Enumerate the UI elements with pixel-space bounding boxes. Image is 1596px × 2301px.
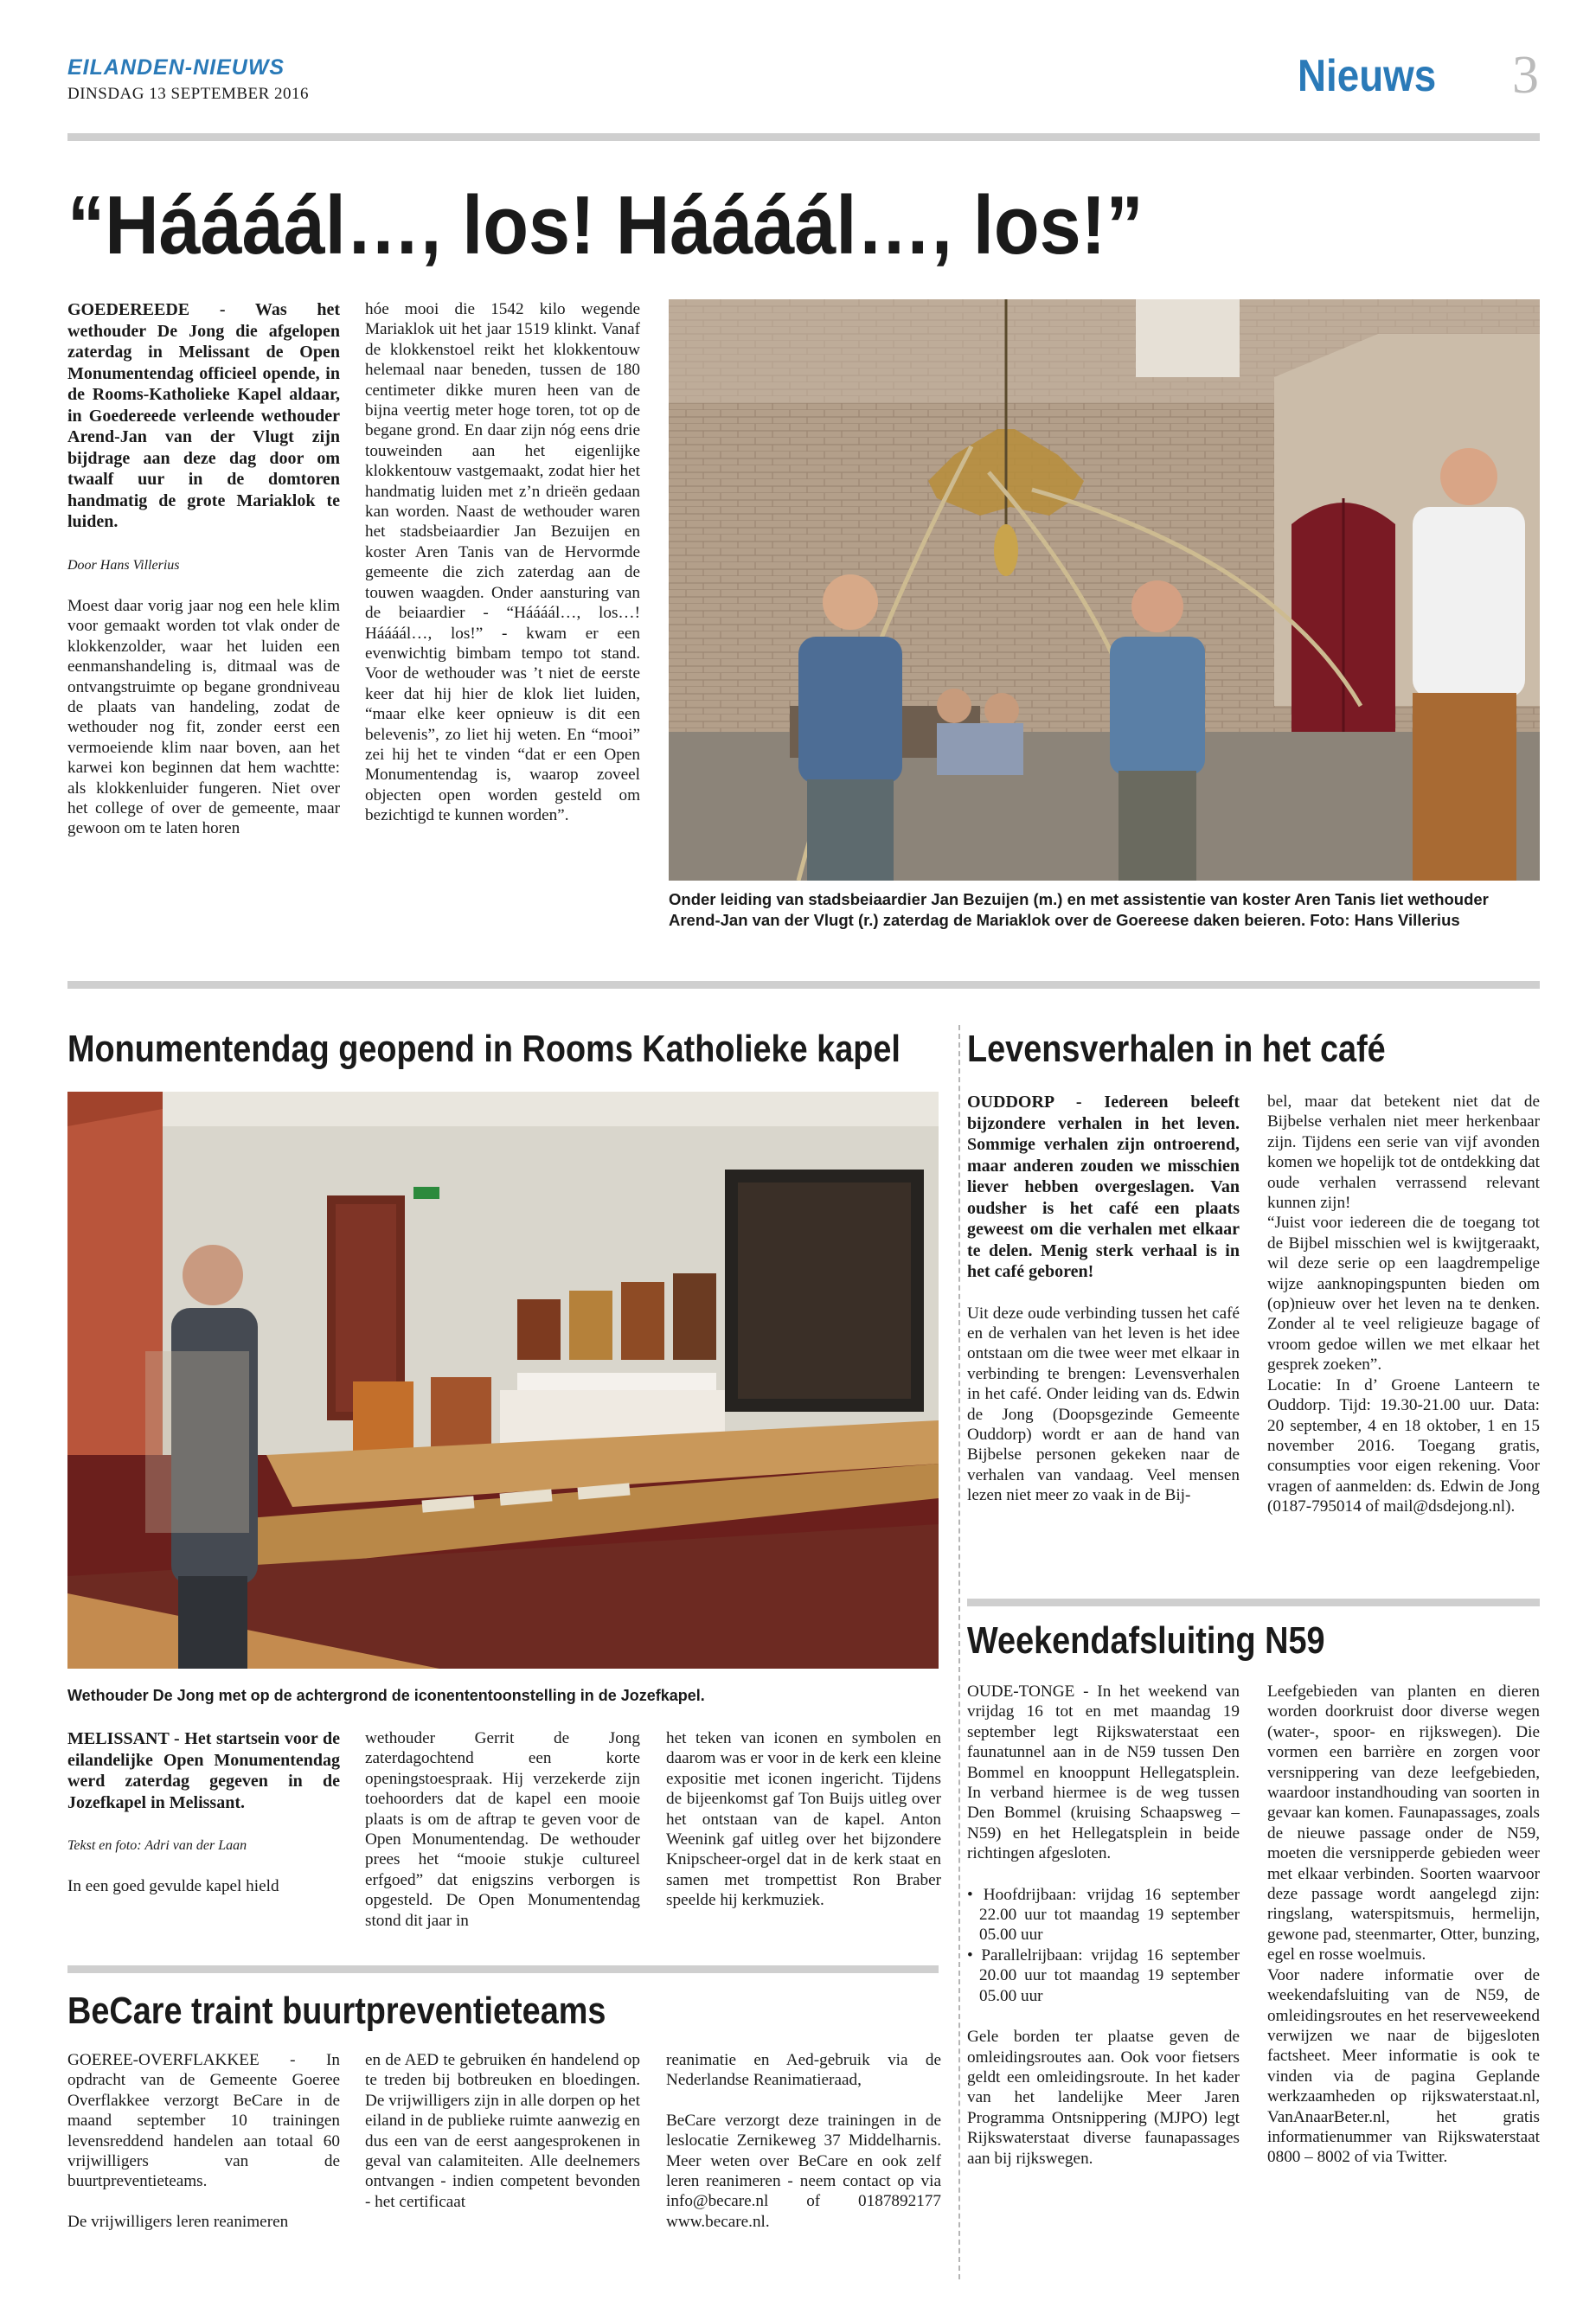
n59-rule [967,1599,1540,1606]
article5-column-3 [666,2050,941,2232]
article4-body-1: OUDE-TONGE - In het weekend van vrijdag 16 tot en met maandag 19 september legt Rijkswaterstaat een faunatunnel aan in de N59 tussen Den Bommel en knooppunt Hellegatsplein. In verband hiermee is de weg tussen Den Bommel (kruising Schaapsweg – N59) en het Hellegatsplein in beide richtingen afgesloten. [967,1682,1240,1863]
article3-lead: OUDDORP - Iedereen beleeft bijzondere verhalen in het leven. Sommige verhalen zijn ontroerend, maar anderen zouden we misschien liever hebben overgeslagen. Van oudsher is het café een plaats geweest om die verhalen met elkaar te delen. Menig sterk verhaal is in het café geboren! [967,1093,1240,1281]
article4-body-3: Leefgebieden van planten en dieren worden doorkruist door diverse wegen (water-, spoor- en rijkswegen). Die vormen een barrière en zorgen voor versnippering van deze leefgebieden, waardoor instandhouding van soorten in gevaar kan komen. Faunapassages, zoals de nieuwe passage onder de N59, moeten die versnipperde gebieden weer met elkaar verbinden. Soorten waarvoor deze passage wordt aangelegd zijn: ringslang, waterspitsmuis, hermelijn, gewone pad, steenmarter, Otter, bunzing, egel en rosse woelmuis. [1267,1682,1540,1965]
header-rule [67,133,1540,141]
article4-bullet-2: • Parallelrijbaan: vrijdag 16 september 20.00 uur tot maandag 19 september 05.00 uur [967,1945,1240,2005]
article2-caption: Wethouder De Jong met op de achtergrond de iconententoonstelling in de Jozefkapel. [67,1687,705,1704]
section-rule [67,981,1540,989]
article2-column-2 [365,1728,640,1931]
article5-body-2: De vrijwilligers leren reanimeren [67,2212,289,2231]
article2-headline: Monumentendag geopend in Rooms Katholieke kapel [67,1028,901,1070]
article4-headline: Weekendafsluiting N59 [967,1619,1325,1662]
page-number: 3 [1512,46,1539,105]
chapel-photo [67,1092,939,1669]
article1-caption: Onder leiding van stadsbeiaardier Jan Bezuijen (m.) en met assistentie van koster Aren Tanis liet wethouder Arend-Jan van der Vlugt (r.) zaterdag de Mariaklok over de Goereese daken beieren. Foto: Hans Villerius [669,890,1489,929]
article2-body-3: het teken van iconen en symbolen en daarom was er voor in de kerk een kleine expositie met iconen ingericht. Tijdens de bijeenkomst gaf Ton Buijs uitleg over het ontstaan van de kapel. Anton Weenink gaf uitleg over het bijzondere Knipscheer-orgel dat in de kerk staat en samen met trompettist Ron Braber speelde hij kerkmuziek. [666,1729,941,1910]
article1-column-2 [365,299,640,826]
article2-body-1: In een goed gevulde kapel hield [67,1877,279,1896]
article3-body-2: bel, maar dat betekent niet dat de Bijbelse verhalen niet meer herkenbaar zijn. Tijdens een serie van vijf avonden komen we hopelijk tot de ontdekking dat oude verhalen verrassend relevant kunnen zijn! [1267,1093,1540,1213]
article2-column-3 [666,1728,941,1911]
masthead-logo: EILANDEN-NIEUWS [67,55,285,80]
article1-body-2: hóe mooi die 1542 kilo wegende Mariaklok uit het jaar 1519 klinkt. Vanaf de klokkenstoel reikt het klokkentouw helemaal naar beneden, tussen de 180 centimeter dikke muren heen van de bijna veertig meter hoge toren, tot op de begane grond. En daar zijn nóg eens drie touweinden aan het eigenlijke klokkentouw vastgemaakt, zodat hier het handmatig luiden met z’n drieën gedaan kan worden. Naast de wethouder waren het stadsbeiaardier Jan Bezuijen en koster Aren Tanis van de Hervormde gemeente die zich zaterdag aan de touwen waagden. Onder aansturing van de beiaardier - “Háááál…, los…! Háááál…, los!” - kwam er een evenwichtig bimbam tempo tot stand. Voor de wethouder was ’t niet de eerste keer dat hij hier de klok liet luiden, “maar elke keer opnieuw is dit een belevenis”, zo liet hij weten. En “mooi” zei hij het te vinden “dat er een Open Monumentendag is, waarop zoveel objecten open worden gesteld om bezichtigd te kunnen worden”. [365,300,640,825]
article4-column-1 [967,1682,1240,2169]
column-divider [958,1025,960,2279]
article5-column-2 [365,2050,640,2212]
article4-bullet-1: • Hoofdrijbaan: vrijdag 16 september 22.00 uur tot maandag 19 september 05.00 uur [967,1885,1240,1945]
article3-column-2 [1267,1092,1540,1517]
section-title: Nieuws [1298,51,1437,101]
article1-byline: Door Hans Villerius [67,557,180,573]
article5-body-3: en de AED te gebruiken én handelend op te treden bij botbreuken en bloedingen. De vrijwilligers zijn in alle dorpen op het eiland in de publieke ruimte aanwezig en dus een van de eerst aangesprokenen in geval van calamiteiten. Alle deelnemers ontvangen - indien competent bevonden - het certificaat [365,2051,640,2211]
article4-bullet-list [967,1885,1240,2006]
article3-column-1 [967,1092,1240,1506]
becare-rule [67,1965,939,1973]
article3-body-1: Uit deze oude verbinding tussen het café en de verhalen van het leven is het idee ontstaan om die twee weer met elkaar in verbinding te brengen: Levensverhalen in het café. Onder leiding van ds. Edwin de Jong (Doopsgezinde Gemeente Ouddorp) wordt er aan de hand van Bijbelse personen gekeken naar de verhalen van vandaag. Veel mensen lezen niet meer zo vaak in de Bij- [967,1304,1240,1505]
article3-body-3: “Juist voor iedereen die de toegang tot de Bijbel misschien wel is kwijtgeraakt, wil deze serie op een laagdrempelige wijze aanknopingspunten bieden om (op)nieuw over het leven na te denken. Zonder al te veel religieuze bagage of vroom gedoe willen we met elkaar het gesprek zoeken”. [1267,1214,1540,1375]
article2-column-1 [67,1728,340,1897]
article2-body-2: wethouder Gerrit de Jong zaterdagochtend een korte openingstoespraak. Hij verzekerde zijn toehoorders dat de kapel een mooie plaats is om de aftrap te geven voor de Open Monumentendag. De wethouder prees het “mooie stukje cultureel erfgoed” dat enigszins verborgen is opgesteld. De Open Monumentendag stond dit jaar in [365,1729,640,1930]
article5-body-4: reanimatie en Aed-gebruik via de Nederlandse Reanimatieraad, [666,2051,941,2090]
article5-headline: BeCare traint buurtpreventieteams [67,1990,606,2032]
article1-column-1 [67,299,340,839]
article4-body-4: Voor nadere informatie over de weekendafsluiting van de N59, de omleidingsroutes en het reserveweekend verwijzen we naar de bijgesloten factsheet. Meer informatie is ook te vinden via de pagina Geplande werkzaamheden op rijkswaterstaat.nl, VanAnaarBeter.nl, het gratis informatienummer van Rijkswaterstaat 0800 – 8002 of via Twitter. [1267,1965,1540,2167]
bell-ringing-photo [669,299,1540,881]
article5-body-1: GOEREE-OVERFLAKKEE - In opdracht van de Gemeente Goeree Overflakkee verzorgt BeCare in de maand september 10 trainingen levensreddend handelen aan totaal 60 vrijwilligers van de buurtpreventieteams. [67,2051,340,2191]
article2-byline: Tekst en foto: Adri van der Laan [67,1838,247,1853]
article1-body-1: Moest daar vorig jaar nog een hele klim voor gemaakt worden tot vlak onder de klokkenzolder, waar het luiden een eenmanshandeling is, ditmaal was de ontvangstruimte op begane grondniveau de plaats van handeling, zodat de wethouder nog fit, zonder eerst een vermoeiende klim naar boven, aan het karwei kon beginnen dat hem wachtte: als klokkenluider fungeren. Niet over het college of over de gemeente, maar gewoon om te laten horen [67,596,340,838]
article5-column-1 [67,2050,340,2232]
article4-body-2: Gele borden ter plaatse geven de omleidingsroutes aan. Ook voor fietsers geldt een omleidingsroute. In het kader van het landelijke Meer Jaren Programma Ontsnippering (MJPO) legt Rijkswaterstaat diverse faunapassages aan bij rijkswegen. [967,2028,1240,2168]
article3-body-4: Locatie: In d’ Groene Lanteern te Ouddorp. Tijd: 19.30-21.00 uur. Data: 20 september, 4 en 18 oktober, 1 en 15 november 2016. Toegang gratis, consumpties voor eigen rekening. Voor vragen of aanmelden: ds. Edwin de Jong (0187-795014 of mail@dsdejong.nl). [1267,1375,1540,1516]
article1-lead: GOEDEREEDE - Was het wethouder De Jong die afgelopen zaterdag in Melissant de Open Monumentendag officieel opende, in de Rooms-Katholieke Kapel aldaar, in Goedereede verleende wethouder Arend-Jan van der Vlugt zijn bijdrage aan deze dag door om twaalf uur in de domtoren handmatig de grote Mariaklok te luiden. [67,300,340,531]
article5-body-5: BeCare verzorgt deze trainingen in de leslocatie Zernikeweg 37 Middelharnis. Meer weten over BeCare en ook zelf leren reanimeren - neem contact op via info@becare.nl of 0187892177 www.becare.nl. [666,2111,941,2231]
issue-date: DINSDAG 13 SEPTEMBER 2016 [67,85,310,103]
article2-lead: MELISSANT - Het startsein voor de eilandelijke Open Monumentendag werd zaterdag gegeven in de Jozefkapel in Melissant. [67,1729,340,1812]
page-headline: “Háááál…, los! Háááál…, los!” [67,179,1144,272]
article3-headline: Levensverhalen in het café [967,1028,1386,1070]
article4-column-2 [1267,1682,1540,2168]
